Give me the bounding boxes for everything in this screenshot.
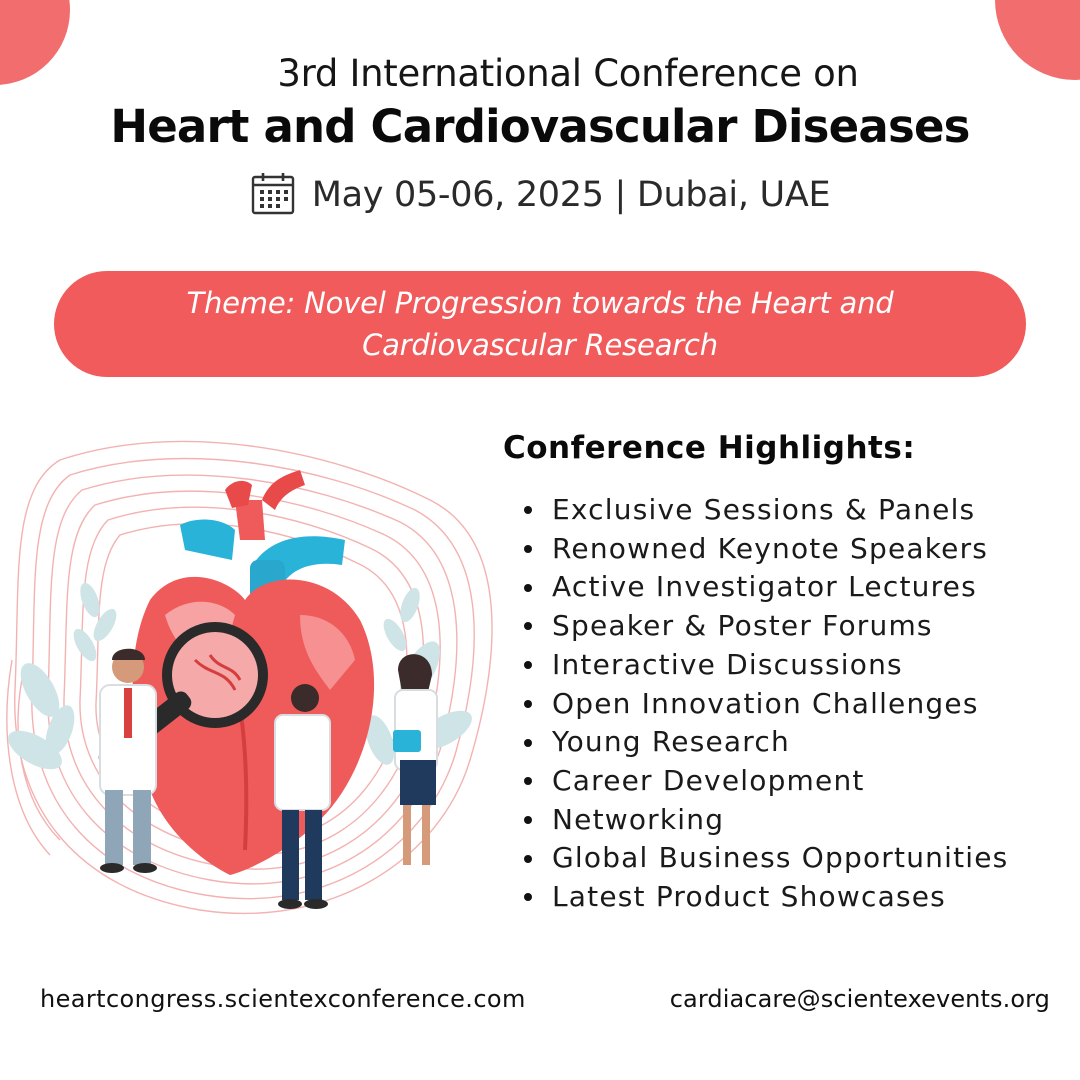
list-item: Exclusive Sessions & Panels [524, 491, 1008, 530]
bullet-icon [524, 739, 532, 747]
calendar-icon [250, 170, 296, 220]
theme-text: Theme: Novel Progression towards the Heart and Cardiovascular Research [186, 286, 894, 362]
list-item: Renowned Keynote Speakers [524, 530, 1008, 569]
bullet-icon [524, 545, 532, 553]
bullet-icon [524, 661, 532, 669]
list-item: Interactive Discussions [524, 646, 1008, 685]
date-location-row [0, 170, 1080, 220]
website-link[interactable]: heartcongress.scientexconference.com [40, 985, 526, 1013]
bullet-icon [524, 584, 532, 592]
list-item: Networking [524, 801, 1008, 840]
email-link[interactable]: cardiacare@scientexevents.org [669, 985, 1050, 1013]
bullet-icon [524, 506, 532, 514]
highlights-list [524, 491, 1008, 917]
bullet-icon [524, 855, 532, 863]
list-item: Latest Product Showcases [524, 878, 1008, 917]
doctor-right-figure [393, 654, 437, 865]
date-location: May 05-06, 2025 | Dubai, UAE [311, 175, 831, 215]
list-item: Active Investigator Lectures [524, 568, 1008, 607]
edition-line: 3rd International Conference on [277, 52, 859, 95]
bullet-icon [524, 777, 532, 785]
bullet-icon [524, 622, 532, 630]
list-item: Open Innovation Challenges [524, 685, 1008, 724]
bullet-icon [524, 700, 532, 708]
list-item: Career Development [524, 762, 1008, 801]
theme-banner [54, 271, 1026, 377]
list-item: Global Business Opportunities [524, 839, 1008, 878]
doctor-center-figure [275, 684, 330, 909]
list-item: Speaker & Poster Forums [524, 607, 1008, 646]
bullet-icon [524, 893, 532, 901]
bullet-icon [524, 816, 532, 824]
list-item: Young Research [524, 723, 1008, 762]
heart-doctors-illustration [0, 430, 500, 930]
page-title: Heart and Cardiovascular Diseases [110, 100, 970, 153]
highlights-title: Conference Highlights: [503, 430, 916, 466]
